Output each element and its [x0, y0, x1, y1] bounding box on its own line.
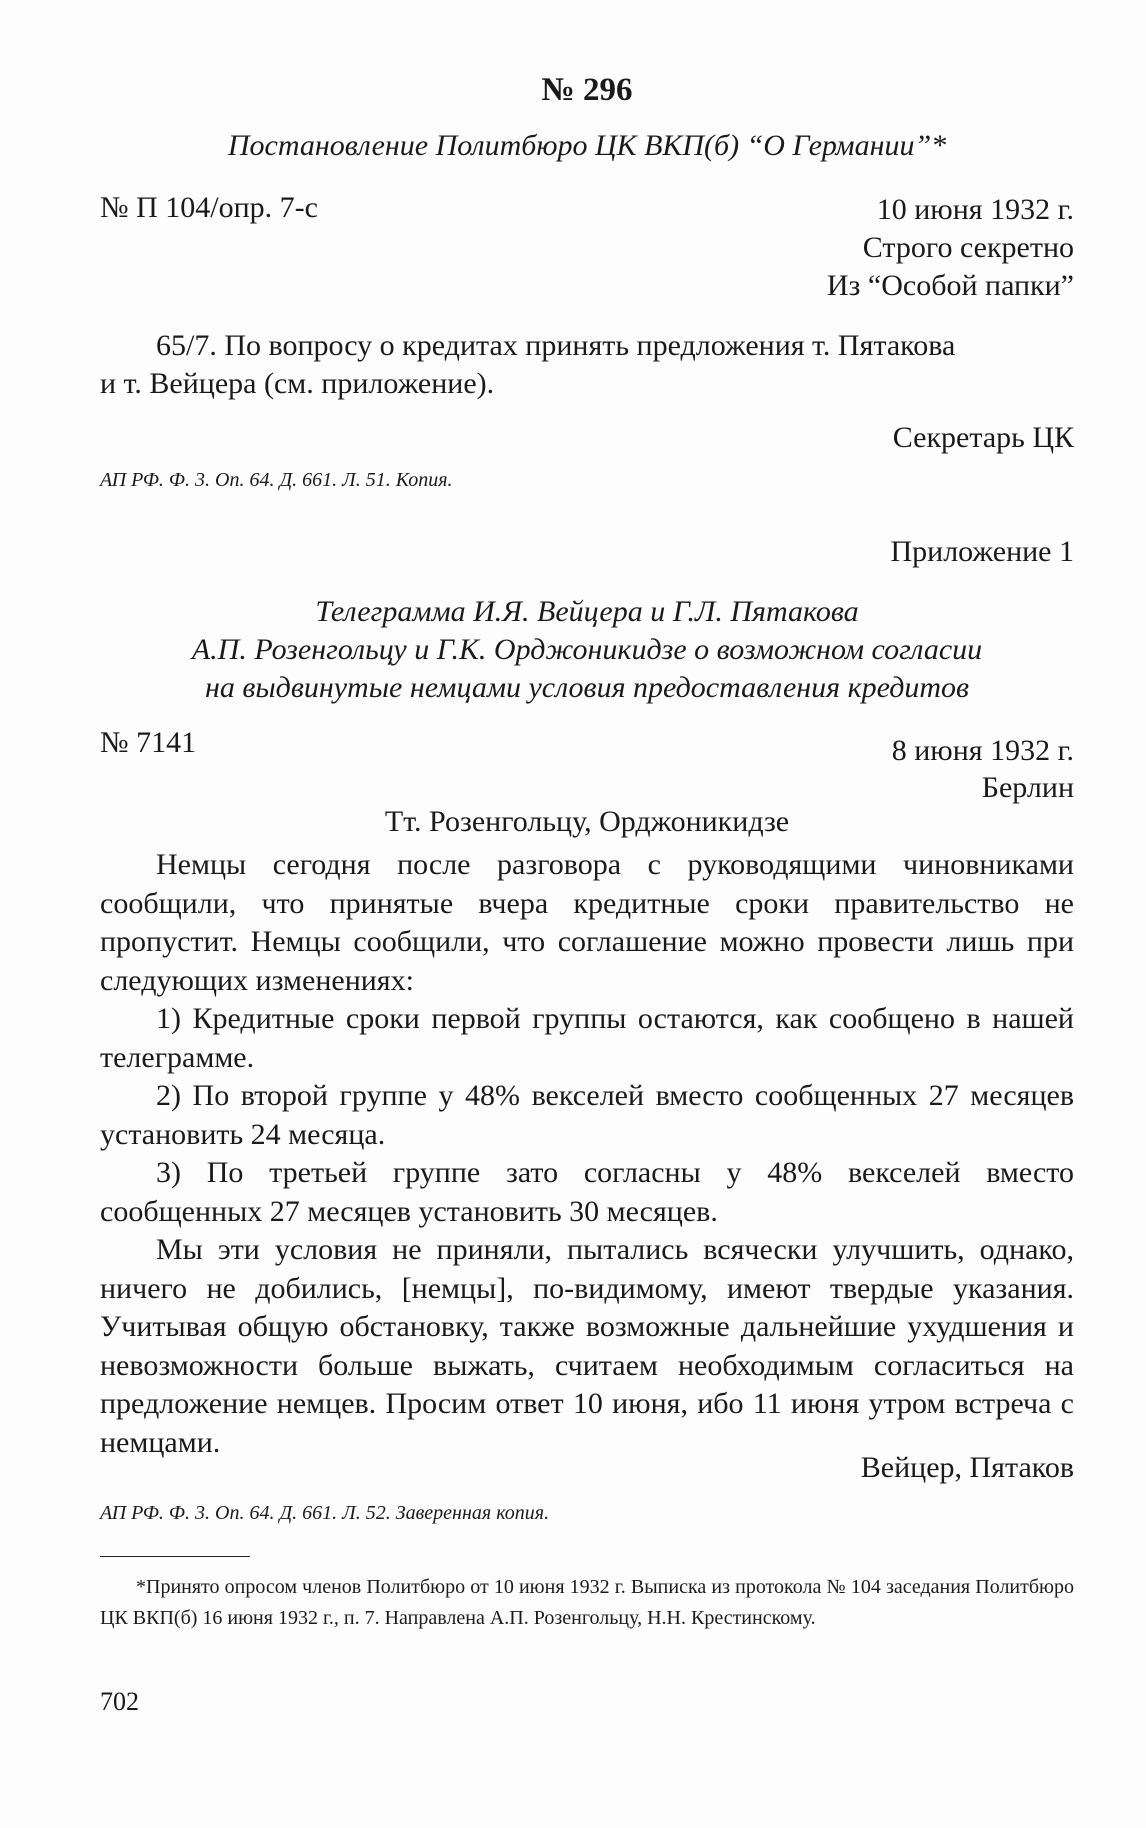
document-date: 10 июня 1932 г. [876, 193, 1074, 226]
appendix-label: Приложение 1 [890, 535, 1074, 568]
text-column [100, 0, 1074, 1828]
decision-source: АП РФ. Ф. 3. Оп. 64. Д. 661. Л. 51. Копия. [100, 469, 453, 491]
telegram-paragraph-1: Немцы сегодня после разговора с руководящими чиновниками сообщили, что принятые вчера кредитные сроки правительство не пропустит. Немцы сообщили, что соглашение можно провести лишь при следующих изменениях: [100, 848, 1074, 997]
appendix-title-line-3: на выдвинутые немцами условия предоставления кредитов [204, 671, 970, 704]
decision-line-1: 65/7. По вопросу о кредитах принять предложения т. Пятакова [156, 329, 956, 362]
telegram-date: 8 июня 1932 г. [891, 734, 1074, 767]
footnote-divider [100, 1556, 250, 1557]
telegram-item-2: 2) По второй группе у 48% векселей вместо сообщенных 27 месяцев установить 24 месяца. [100, 1079, 1074, 1151]
telegram-source: АП РФ. Ф. 3. Оп. 64. Д. 661. Л. 52. Заверенная копия. [100, 1502, 550, 1524]
telegram-number: № 7141 [100, 726, 197, 759]
page-number: 702 [100, 1687, 139, 1716]
telegram-paragraph-2: Мы эти условия не приняли, пытались всячески улучшить, однако, ничего не добились, [немцы], по-видимому, имеют твердые указания. Учитывая общую обстановку, также возможные дальнейшие ухудшения и невозможности больше выжать, считаем необходимым согласиться на предложение немцев. Просим ответ 10 июня, ибо 11 июня утром встреча с немцами. [100, 1233, 1074, 1459]
footnote [100, 1572, 1074, 1634]
decision-line-2: и т. Вейцера (см. приложение). [100, 367, 495, 400]
telegram-body [100, 846, 1074, 1462]
appendix-title-line-2: А.П. Розенгольцу и Г.К. Орджоникидзе о возможном согласии [191, 633, 983, 666]
document-title: Постановление Политбюро ЦК ВКП(б) “О Германии”* [227, 129, 947, 162]
special-folder-mark: Из “Особой папки” [826, 269, 1074, 302]
telegram-item-1: 1) Кредитные сроки первой группы остаются, как сообщено в нашей телеграмме. [100, 1002, 1074, 1074]
document-ref: № П 104/опр. 7-с [100, 191, 318, 224]
decision-signature: Секретарь ЦК [892, 421, 1074, 454]
telegram-signature: Вейцер, Пятаков [860, 1451, 1074, 1484]
telegram-item-3: 3) По третьей группе зато согласны у 48% векселей вместо сообщенных 27 месяцев установить 30 месяцев. [100, 1156, 1074, 1228]
appendix-title-line-1: Телеграмма И.Я. Вейцера и Г.Л. Пятакова [315, 595, 859, 628]
telegram-addressee: Тт. Розенгольцу, Орджоникидзе [384, 805, 790, 838]
secrecy-mark: Строго секретно [862, 231, 1074, 264]
document-number: № 296 [541, 72, 633, 108]
telegram-place: Берлин [981, 771, 1074, 804]
footnote-text: *Принято опросом членов Политбюро от 10 июня 1932 г. Выписка из протокола № 104 заседания Политбюро ЦК ВКП(б) 16 июня 1932 г., п. 7. Направлена А.П. Розенгольцу, Н.Н. Крестинскому. [100, 1576, 1074, 1629]
